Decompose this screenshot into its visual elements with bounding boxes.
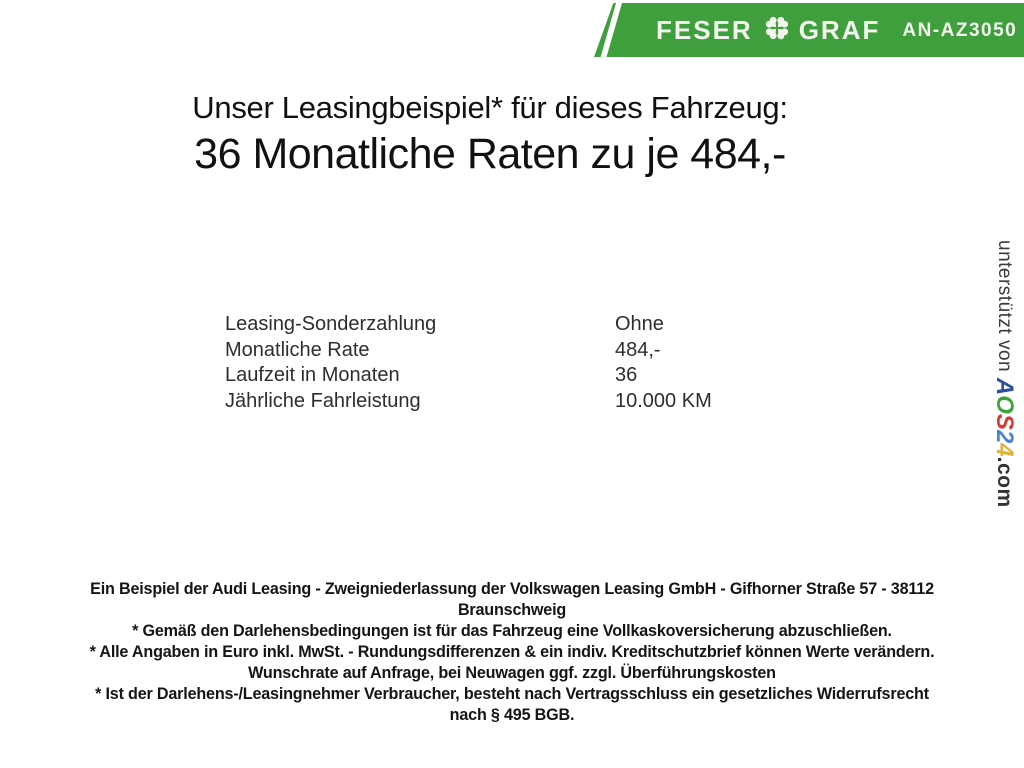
row-value: Ohne [615,313,664,335]
page-title: Unser Leasingbeispiel* für dieses Fahrzeug: [192,90,788,125]
row-value: 10.000 KM [615,389,712,412]
table-row [225,363,712,389]
offer-heading [0,90,980,179]
disclaimer-line: nach § 495 BGB. [449,705,575,724]
leasing-table [225,312,712,414]
vehicle-id-badge: AN-AZ3050 [902,20,1018,41]
row-value: 36 [615,364,638,386]
dealer-banner [622,3,1024,57]
credit-suffix: .com [993,456,1016,508]
brand-letter: S [991,413,1018,430]
disclaimer-line: Braunschweig [457,600,567,619]
brand-letter: 4 [991,443,1018,457]
table-row [225,312,712,338]
disclaimer-line: Ein Beispiel der Audi Leasing - Zweigniederlassung der Volkswagen Leasing GmbH - Gifhorner Straße 57 - 38112 [90,579,934,598]
aos24-logo [991,378,1018,457]
brand-letter: O [991,395,1018,414]
disclaimer [26,578,999,725]
disclaimer-line: Wunschrate auf Anfrage, bei Neuwagen ggf. zzgl. Überführungskosten [248,663,776,682]
disclaimer-line: * Alle Angaben in Euro inkl. MwSt. - Rundungsdifferenzen & ein indiv. Kreditschutzbrief können Werte verändern. [89,642,935,661]
brand-letter: A [991,377,1018,396]
row-label: Leasing-Sonderzahlung [225,313,437,335]
row-label: Laufzeit in Monaten [225,364,400,386]
row-value: 484,- [615,338,661,361]
brand-letter: 2 [991,429,1018,444]
credit-prefix: unterstützt von [994,240,1015,378]
dealer-name-graf: GRAF [798,14,881,45]
clover-icon [762,13,792,48]
sidebar-credit [990,240,1018,508]
page-subtitle: 36 Monatliche Raten zu je 484,- [194,130,786,178]
dealer-name-feser: FESER [656,14,753,45]
table-row [225,338,712,364]
disclaimer-line: * Gemäß den Darlehensbedingungen ist für das Fahrzeug eine Vollkaskoversicherung abzuschließen. [132,621,892,640]
table-row [225,389,712,415]
row-label: Monatliche Rate [225,338,370,361]
row-label: Jährliche Fahrleistung [225,389,421,412]
disclaimer-line: * Ist der Darlehens-/Leasingnehmer Verbraucher, besteht nach Vertragsschluss ein gesetzliches Widerrufsrecht [95,684,929,703]
